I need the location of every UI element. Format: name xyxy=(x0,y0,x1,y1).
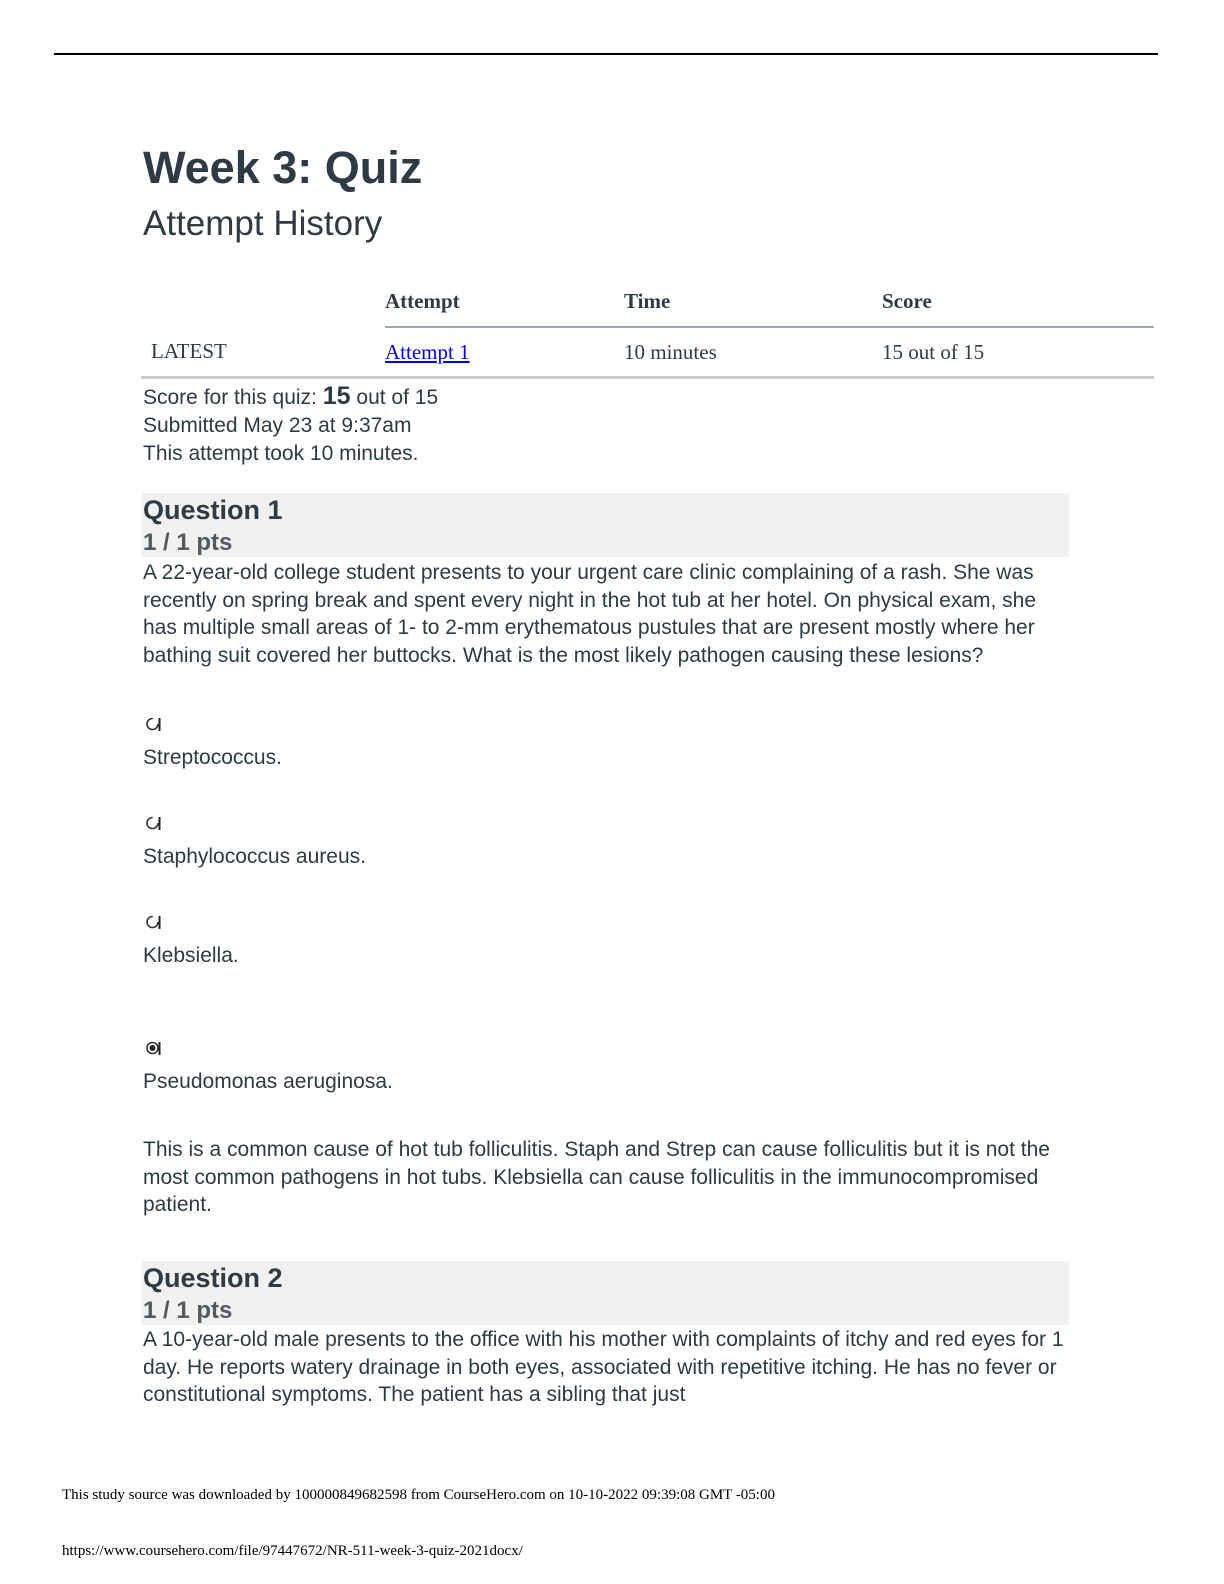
column-header-blank xyxy=(141,276,385,327)
source-url: https://www.coursehero.com/file/97447672/NR-511-week-3-quiz-2021docx/ xyxy=(62,1543,523,1559)
question-1-points: 1 / 1 pts xyxy=(143,529,233,556)
quiz-summary xyxy=(143,382,438,468)
question-1-header xyxy=(141,493,1069,557)
answer-option: Streptococcus. xyxy=(143,746,282,769)
question-1-title: Question 1 xyxy=(143,495,283,525)
question-2-title: Question 2 xyxy=(143,1263,283,1293)
score-line xyxy=(143,382,438,412)
attempt-link[interactable]: Attempt 1 xyxy=(385,339,470,364)
column-header-time: Time xyxy=(624,276,882,327)
question-2-points: 1 / 1 pts xyxy=(143,1297,233,1324)
page-header xyxy=(143,140,1155,246)
radio-unselected-icon[interactable] xyxy=(145,914,161,930)
attempt-score: 15 out of 15 xyxy=(882,327,1154,378)
top-rule xyxy=(54,53,1158,55)
question-1-explanation: This is a common cause of hot tub folliculitis. Staph and Strep can cause folliculitis but it is not the most common pathogens in hot tubs. Klebsiella can cause folliculitis in the immunocompromised patient. xyxy=(143,1138,1050,1216)
attempt-time: 10 minutes xyxy=(624,327,882,378)
download-note: This study source was downloaded by 100000849682598 from CourseHero.com on 10-10-2022 09:39:08 GMT -05:00 xyxy=(62,1487,775,1503)
question-2-text: A 10-year-old male presents to the office with his mother with complaints of itchy and red eyes for 1 day. He reports watery drainage in both eyes, associated with repetitive itching. He has no fever or constitutional symptoms. The patient has a sibling that just xyxy=(143,1328,1064,1406)
table-header-row xyxy=(141,276,1154,327)
answer-option-selected: Pseudomonas aeruginosa. xyxy=(143,1070,393,1093)
question-2-header xyxy=(141,1261,1069,1325)
page-subtitle: Attempt History xyxy=(143,204,383,243)
question-1-text: A 22-year-old college student presents to your urgent care clinic complaining of a rash. She was recently on spring break and spent every night in the hot tub at her hotel. On physical exam, she has multiple small areas of 1- to 2-mm erythematous pustules that are present mostly where her bathing suit covered her buttocks. What is the most likely pathogen causing these lesions? xyxy=(143,561,1037,667)
column-header-score: Score xyxy=(882,276,1154,327)
page-title: Week 3: Quiz xyxy=(143,142,423,193)
score-suffix: out of 15 xyxy=(350,386,439,409)
score-value: 15 xyxy=(322,382,351,410)
score-prefix: Score for this quiz: xyxy=(143,386,323,409)
radio-selected-icon[interactable] xyxy=(145,1040,161,1056)
column-header-attempt: Attempt xyxy=(385,276,624,327)
radio-unselected-icon[interactable] xyxy=(145,815,161,831)
submitted-line: Submitted May 23 at 9:37am xyxy=(143,414,412,437)
latest-label: LATEST xyxy=(141,327,385,378)
radio-unselected-icon[interactable] xyxy=(145,716,161,732)
answer-option: Staphylococcus aureus. xyxy=(143,845,366,868)
answer-option: Klebsiella. xyxy=(143,944,239,967)
duration-line: This attempt took 10 minutes. xyxy=(143,442,419,465)
table-row xyxy=(141,327,1154,378)
attempt-history-table xyxy=(141,276,1154,379)
